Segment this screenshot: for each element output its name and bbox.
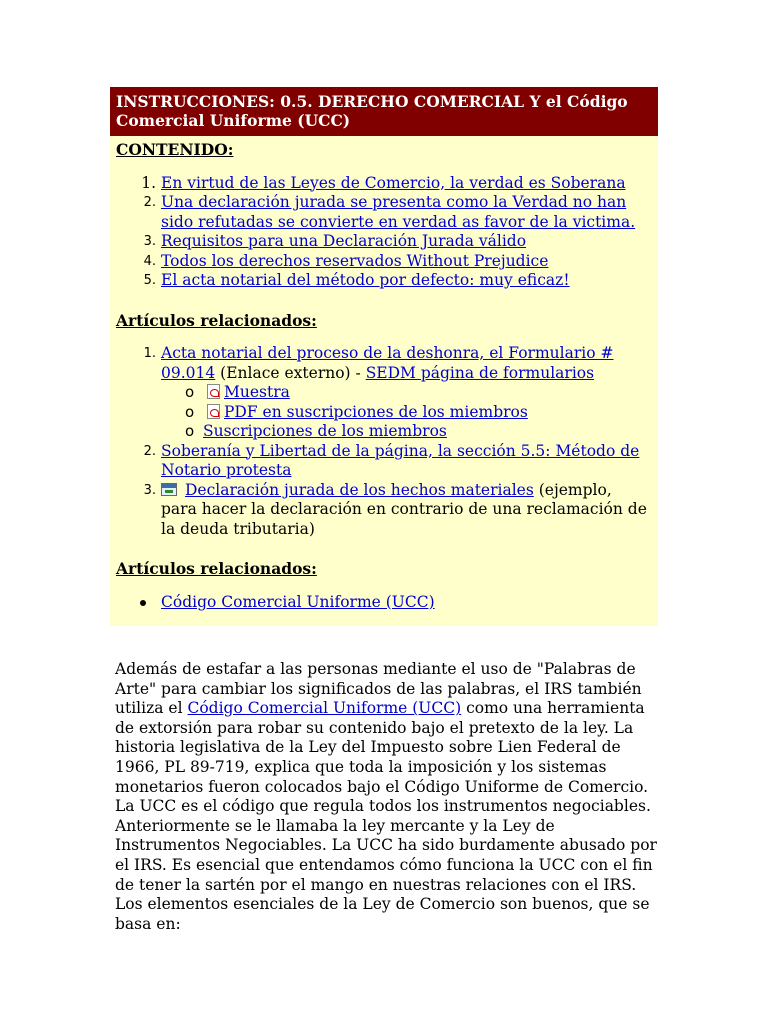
contents-item: 4. Todos los derechos reservados Without Prejudice: [143, 251, 549, 270]
related-item: 2. Soberanía y Libertad de la página, la sección 5.5: Método de Notario protesta: [143, 441, 640, 479]
contents-list: [116, 174, 652, 291]
sovereignty-link[interactable]: Soberanía y Libertad de la página, la sección 5.5: Método de Notario protesta: [161, 441, 640, 479]
sub-list: [161, 383, 652, 442]
contents-link-2[interactable]: Una declaración jurada se presenta como la Verdad no han sido refutadas se convierte en verdad as favor de la victima.: [161, 193, 636, 231]
contents-title: CONTENIDO:: [116, 140, 234, 159]
document-icon: [161, 483, 177, 496]
instructions-box: [110, 87, 658, 626]
sub-item: o Muestra: [185, 383, 290, 401]
contents-link-4[interactable]: Todos los derechos reservados Without Prejudice: [161, 251, 549, 270]
related-list-1: [116, 344, 652, 539]
external-link-note: (Enlace externo) -: [215, 363, 366, 382]
contents-item: 5. El acta notarial del método por defecto: muy eficaz!: [143, 271, 570, 289]
contents-link-5[interactable]: El acta notarial del método por defecto: muy eficaz!: [161, 271, 570, 289]
related-item: [116, 593, 652, 613]
contents-item: 3. Requisitos para una Declaración Jurada válido: [143, 232, 527, 250]
related-item: 3. Declaración jurada de los hechos materiales (ejemplo, para hacer la declaración en contrario de una reclamación de la deuda tributaria): [143, 480, 647, 538]
ucc-link[interactable]: Código Comercial Uniforme (UCC): [161, 592, 435, 611]
sample-link[interactable]: Muestra: [224, 383, 290, 401]
pdf-members-link[interactable]: PDF en suscripciones de los miembros: [224, 402, 528, 421]
pdf-icon: [207, 404, 220, 419]
related-title-1: Artículos relacionados:: [116, 310, 317, 330]
contents-item: 1. En virtud de las Leyes de Comercio, la verdad es Soberana: [141, 173, 626, 192]
related-item: 1. Acta notarial del proceso de la deshonra, el Formulario # 09.014 (Enlace externo) - SEDM página de formularios o Muestra o PDF en suscripciones de los miembros o Suscripciones de los miembros: [116, 344, 652, 442]
bullet-icon: [140, 600, 146, 606]
contents-link-3[interactable]: Requisitos para una Declaración Jurada válido: [161, 232, 527, 250]
sub-item: o PDF en suscripciones de los miembros: [185, 402, 528, 421]
related-title-2: Artículos relacionados:: [116, 559, 317, 578]
pdf-icon: [207, 384, 220, 399]
contents-item: 2. Una declaración jurada se presenta como la Verdad no han sido refutadas se convierte en verdad as favor de la victima.: [143, 193, 636, 231]
affidavit-note: (ejemplo, para hacer la declaración en contrario de una reclamación de la deuda tributaria): [161, 480, 647, 538]
ucc-inline-link[interactable]: Código Comercial Uniforme (UCC): [187, 699, 462, 718]
box-title: INSTRUCCIONES: 0.5. DERECHO COMERCIAL Y el Código Comercial Uniforme (UCC): [110, 87, 658, 136]
sub-item: o Suscripciones de los miembros: [185, 422, 447, 440]
box-body: [110, 136, 658, 626]
body-paragraph: Además de estafar a las personas mediante el uso de "Palabras de Arte" para cambiar los significados de las palabras, el IRS también utiliza el Código Comercial Uniforme (UCC) como una herramienta de extorsión para robar su contenido bajo el pretexto de la ley. La historia legislativa de la Ley del Impuesto sobre Lien Federal de 1966, PL 89-719, explica que toda la imposición y los sistemas monetarios fueron colocados bajo el Código Uniforme de Comercio. La UCC es el código que regula todos los instrumentos negociables. Anteriormente se le llamaba la ley mercante y la Ley de Instrumentos Negociables. La UCC ha sido burdamente abusado por el IRS. Es esencial que entendamos cómo funciona la UCC con el fin de tener la sartén por el mango en nuestras relaciones con el IRS. Los elementos esenciales de la Ley de Comercio son buenos, que se basa en:: [115, 660, 657, 933]
members-subscriptions-link[interactable]: Suscripciones de los miembros: [203, 422, 447, 440]
sedm-forms-link[interactable]: SEDM página de formularios: [365, 363, 595, 382]
notarial-form-link[interactable]: Acta notarial del proceso de la deshonra, el Formulario # 09.014: [161, 344, 614, 382]
related-list-2: [116, 593, 652, 613]
contents-link-1[interactable]: En virtud de las Leyes de Comercio, la verdad es Soberana: [161, 173, 626, 192]
affidavit-link[interactable]: Declaración jurada de los hechos materiales: [185, 480, 534, 499]
